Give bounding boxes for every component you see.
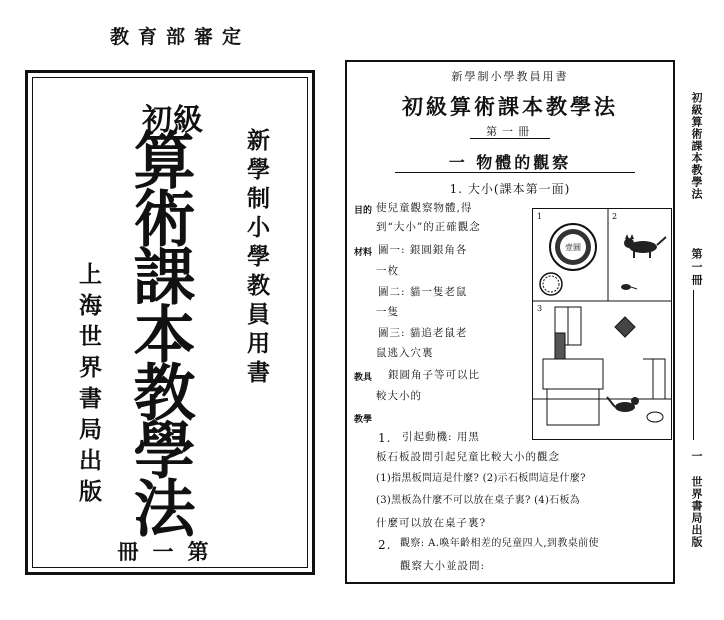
materials-line: 圖二: 貓一隻老鼠 [378, 286, 468, 298]
materials-line: 圖一: 銀圓銀角各 [378, 244, 468, 256]
silver-dime-coin [540, 273, 562, 295]
tools-line: 較大小的 [376, 390, 422, 402]
illustration-drawing [533, 209, 671, 439]
margin-title: 初級算術課本教學法 [690, 92, 703, 200]
step1-line: 板石板設問引起兒童比較大小的觀念 [376, 451, 560, 463]
materials-label: 材料 [354, 248, 373, 258]
mouse-figure [621, 284, 637, 290]
margin-rule [693, 290, 694, 440]
step2-line: 觀察: A.喚年齡相差的兒童四人,到教桌前使 [400, 538, 599, 549]
section-rule [395, 172, 635, 173]
figure-2-number: 2 [612, 212, 618, 221]
cover-volume: 第一冊 [117, 539, 223, 564]
section-title: 一 物體的觀察 [448, 153, 572, 172]
tools-line: 銀圓角子等可以比 [388, 369, 480, 381]
cover-title: 算術課本教學法 [123, 128, 196, 534]
step1-number: 1. [378, 431, 392, 445]
cover-publisher: 上海世界書局出版 [75, 262, 102, 510]
illustration-panel [532, 208, 672, 440]
figure-1-number: 1 [537, 212, 543, 221]
step1-line: 什麼可以放在桌子裏? [376, 517, 487, 529]
step2-number: 2. [378, 538, 392, 552]
lesson-title: 1. 大小(課本第一面) [449, 182, 571, 196]
step1-line: 引起動機: 用黑 [402, 431, 480, 443]
volume-rule [470, 138, 550, 139]
purpose-line: 使兒童觀察物體,得 [376, 202, 473, 214]
purpose-label: 目的 [354, 206, 373, 216]
method-label: 教學 [354, 415, 373, 425]
materials-line: 鼠逃入穴裏 [376, 347, 434, 359]
cover-grade-label: 初級 [142, 103, 204, 138]
page-volume: 第一冊 [486, 125, 534, 138]
approval-stamp: 教育部審定 [109, 26, 250, 48]
silver-dollar-coin [550, 224, 596, 270]
step2-line: 觀察大小並設問: [400, 560, 486, 572]
margin-publisher: 一 世界書局出版 [690, 450, 703, 548]
materials-line: 一枚 [376, 265, 399, 277]
page-header: 新學制小學教員用書 [451, 70, 569, 83]
coin-text: 壹圓 [565, 243, 581, 252]
room-scene [533, 307, 671, 425]
figure-3-number: 3 [537, 304, 543, 313]
materials-line: 一隻 [376, 306, 399, 318]
tools-label: 教具 [354, 373, 373, 383]
purpose-line: 到“大小”的正確觀念 [376, 221, 481, 233]
cat-figure [624, 234, 666, 258]
cover-subtitle: 新學制小學教員用書 [243, 128, 270, 389]
step1-line: (3)黑板為什麼不可以放在桌子裏? (4)石板為 [376, 495, 581, 506]
page-title: 初級算術課本教學法 [402, 94, 618, 119]
margin-volume: 第一冊 [690, 248, 703, 287]
materials-line: 圖三: 貓追老鼠老 [378, 327, 468, 339]
step1-line: (1)指黑板問這是什麼? (2)示石板問這是什麼? [376, 473, 586, 484]
